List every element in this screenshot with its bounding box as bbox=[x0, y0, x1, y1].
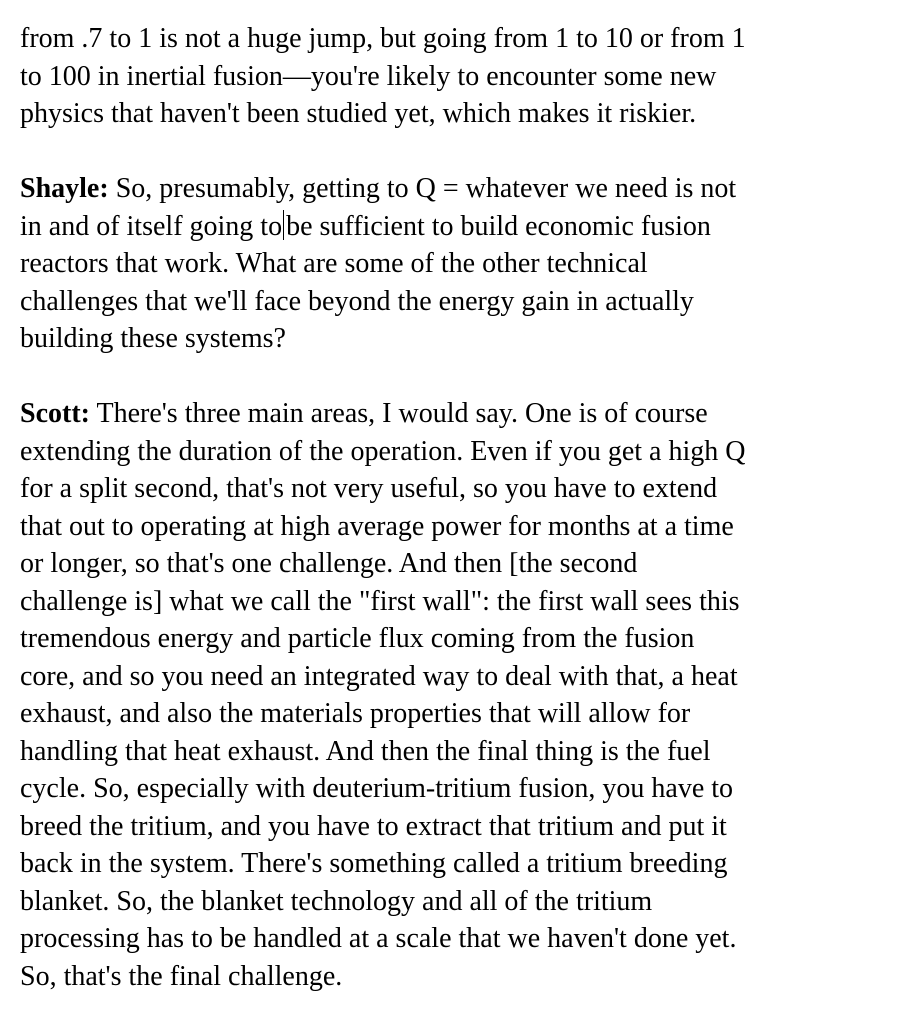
text-run: in and of itself going to bbox=[20, 210, 283, 242]
text-line bbox=[20, 395, 880, 433]
text-line: reactors that work. What are some of the other technical bbox=[20, 248, 648, 279]
speaker-name-shayle: Shayle: bbox=[20, 173, 109, 204]
text-run: be sufficient to build economic fusion bbox=[286, 210, 711, 242]
text-line: blanket. So, the blanket technology and all of the tritium bbox=[20, 885, 653, 917]
text-line: tremendous energy and particle flux coming from the fusion bbox=[20, 623, 695, 654]
text-line: exhaust, and also the materials properties that will allow for bbox=[20, 698, 691, 729]
text-line: handling that heat exhaust. And then the final thing is the fuel bbox=[20, 735, 711, 767]
paragraph-3 bbox=[20, 395, 880, 995]
text-line: from .7 to 1 is not a huge jump, but going from 1 to 10 or from 1 bbox=[20, 23, 746, 54]
text-line: So, that's the final challenge. bbox=[20, 960, 343, 992]
text-line: back in the system. There's something called a tritium breeding bbox=[20, 848, 728, 879]
text-line: challenges that we'll face beyond the energy gain in actually bbox=[20, 285, 694, 317]
paragraph-1 bbox=[20, 20, 880, 133]
text-run: There's three main areas, I would say. One is of course bbox=[89, 398, 708, 429]
paragraph-spacer bbox=[20, 358, 880, 396]
text-line: core, and so you need an integrated way to deal with that, a heat bbox=[20, 660, 738, 692]
text-line: breed the tritium, and you have to extract that tritium and put it bbox=[20, 810, 727, 842]
text-line: physics that haven't been studied yet, which makes it riskier. bbox=[20, 98, 697, 129]
text-line: challenge is] what we call the "first wall": the first wall sees this bbox=[20, 585, 740, 617]
speaker-name-scott: Scott: bbox=[20, 398, 90, 429]
paragraph-spacer bbox=[20, 133, 880, 171]
text-cursor bbox=[283, 210, 284, 240]
text-line: processing has to be handled at a scale that we haven't done yet. bbox=[20, 923, 737, 954]
text-line: for a split second, that's not very useful, so you have to extend bbox=[20, 473, 718, 504]
text-line bbox=[20, 170, 880, 208]
text-run: So, presumably, getting to Q = whatever we need is not bbox=[108, 173, 737, 204]
text-line: to 100 in inertial fusion—you're likely to encounter some new bbox=[20, 60, 717, 92]
text-line bbox=[20, 208, 880, 246]
paragraph-2 bbox=[20, 170, 880, 358]
text-line: building these systems? bbox=[20, 323, 286, 354]
text-line: that out to operating at high average power for months at a time bbox=[20, 510, 734, 542]
text-line: cycle. So, especially with deuterium-tritium fusion, you have to bbox=[20, 773, 734, 804]
text-line: or longer, so that's one challenge. And then [the second bbox=[20, 548, 638, 579]
text-line: extending the duration of the operation. Even if you get a high Q bbox=[20, 435, 746, 467]
document-body[interactable] bbox=[20, 20, 880, 995]
